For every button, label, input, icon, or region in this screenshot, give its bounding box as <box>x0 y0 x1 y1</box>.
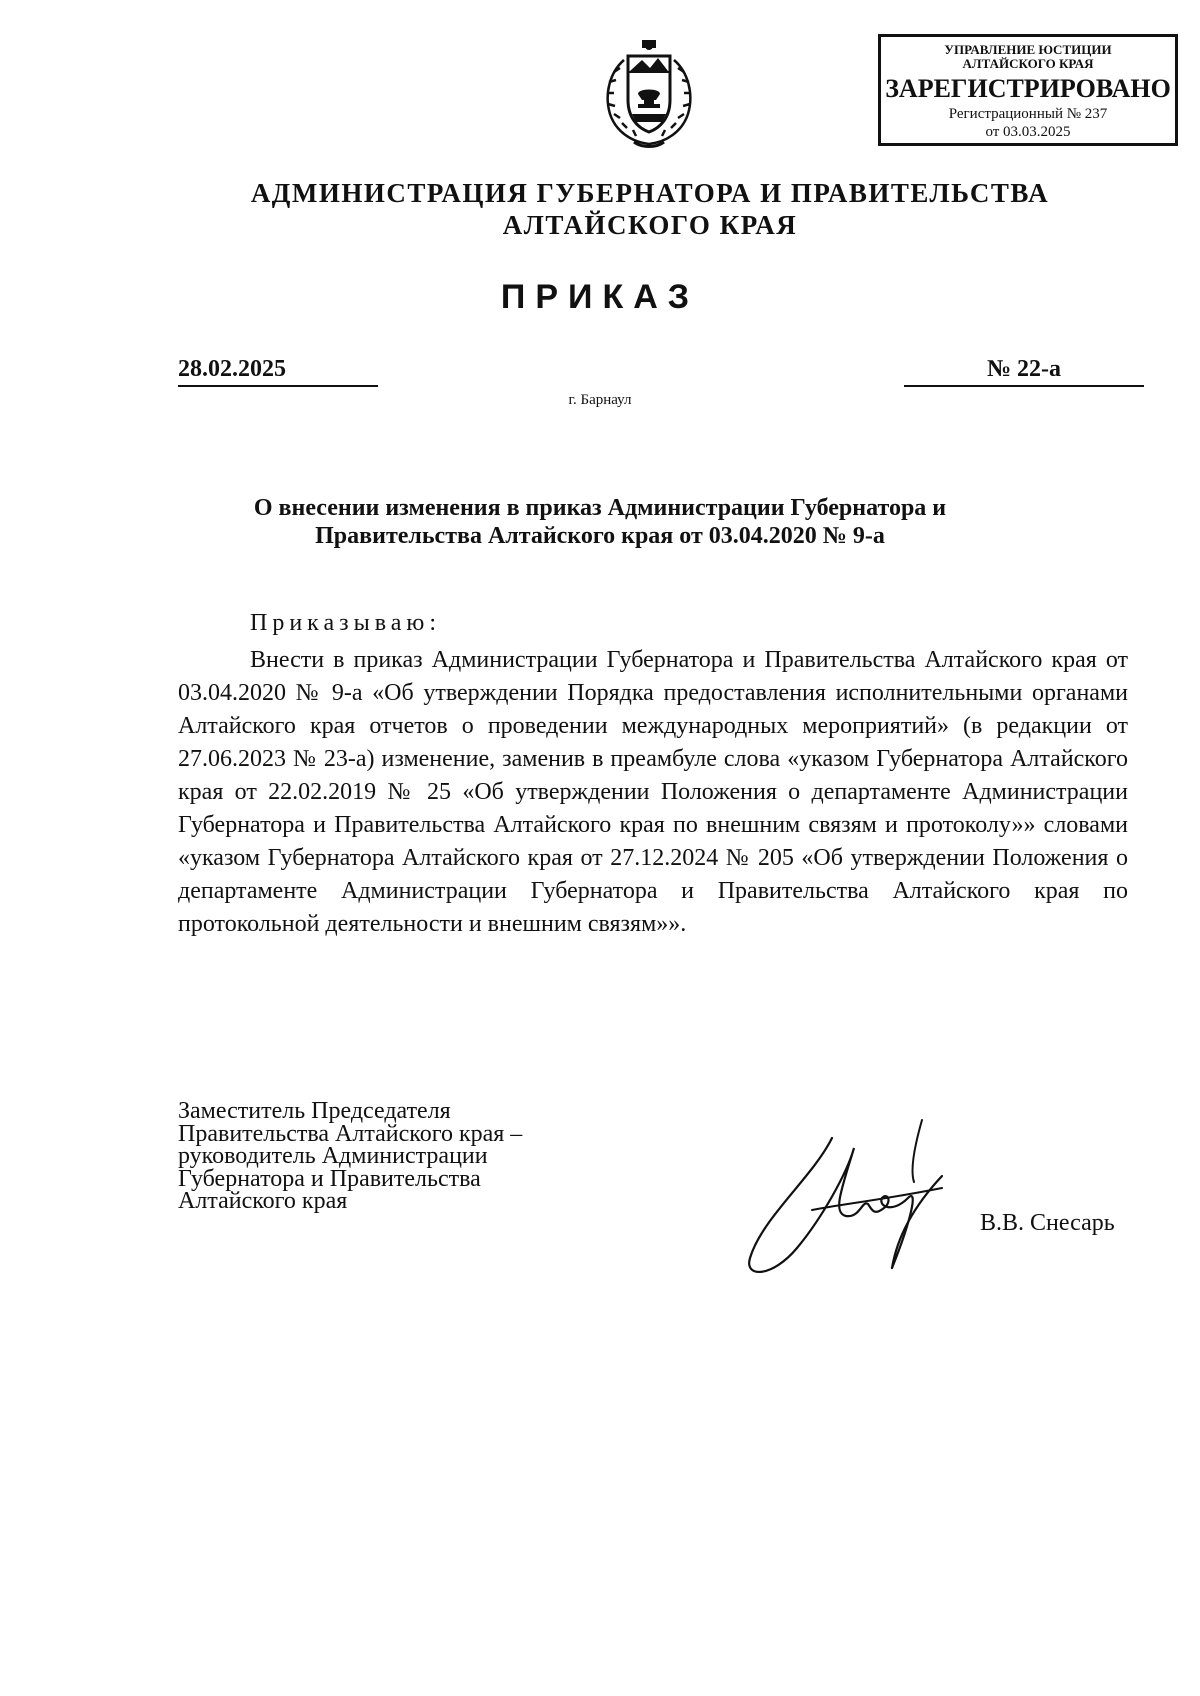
stamp-reg-number: Регистрационный № 237 <box>948 106 1108 122</box>
order-word: Приказываю: <box>250 610 441 636</box>
stamp-reg-date: от 03.03.2025 <box>985 124 1071 140</box>
position-line: Заместитель Председателя <box>178 1098 451 1124</box>
registration-stamp <box>878 34 1178 146</box>
position-line: Губернатора и Правительства <box>178 1165 481 1192</box>
org-name-line2: АЛТАЙСКОГО КРАЯ <box>502 210 798 240</box>
subject-line1: О внесении изменения в приказ Администрации Губернатора и <box>253 495 947 521</box>
body-paragraph: Внести в приказ Администрации Губернатора и Правительства Алтайского края от 03.04.2020 № 9-а «Об утверждении Порядка предоставления исполнительными органами Алтайского края отчетов о проведении международных мероприятий» (в редакции от 27.06.2023 № 23-а) изменение, заменив в преамбуле слова «указом Губернатора Алтайского края от 22.02.2019 № 25 «Об утверждении Положения о департаменте Администрации Губернатора и Правительства Алтайского края по внешним связям и протоколу»» словами «указом Губернатора Алтайского края от 27.12.2024 № 205 «Об утверждении Положения о департаменте Администрации Губернатора и Правительства Алтайского края по протокольной деятельности и внешним связям»». <box>178 647 1128 937</box>
document-city: г. Барнаул <box>568 392 632 408</box>
handwritten-signature-icon <box>742 1118 952 1283</box>
position-line: руководитель Администрации <box>178 1143 488 1169</box>
org-name-line1: АДМИНИСТРАЦИЯ ГУБЕРНАТОРА И ПРАВИТЕЛЬСТВА <box>250 178 1050 208</box>
document-subject <box>160 494 1040 550</box>
position-line: Правительства Алтайского края – <box>178 1120 523 1147</box>
coat-of-arms-icon <box>594 38 704 150</box>
stamp-status: ЗАРЕГИСТРИРОВАНО <box>885 74 1171 103</box>
stamp-authority-line1: УПРАВЛЕНИЕ ЮСТИЦИИ <box>944 42 1112 57</box>
stamp-authority-line2: АЛТАЙСКОГО КРАЯ <box>962 56 1094 71</box>
document-number: № 22-а <box>904 356 1144 387</box>
document-date: 28.02.2025 <box>178 356 378 387</box>
document-type-title: ПРИКАЗ <box>500 278 700 316</box>
position-line: Алтайского края <box>178 1188 348 1214</box>
subject-line2: Правительства Алтайского края от 03.04.2020 № 9-а <box>315 523 885 549</box>
signer-name: В.В. Снесарь <box>980 1210 1115 1236</box>
signer-position <box>178 1100 638 1213</box>
